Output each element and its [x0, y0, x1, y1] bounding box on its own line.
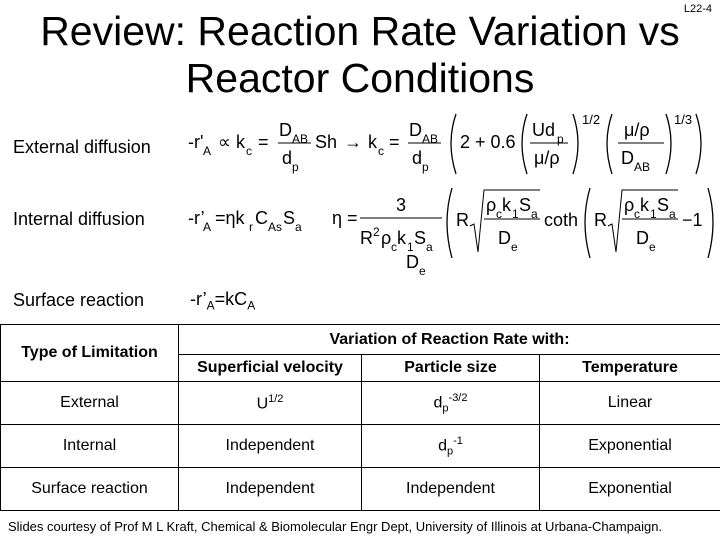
svg-text:1: 1: [650, 207, 657, 221]
type-of-limitation-header: Type of Limitation: [1, 325, 179, 382]
svg-text:p: p: [422, 160, 429, 174]
svg-text:-r': -r': [188, 132, 204, 152]
table-row: [1, 425, 720, 468]
table-row: [1, 468, 720, 511]
svg-text:A: A: [203, 220, 212, 234]
svg-text:k: k: [640, 195, 649, 215]
external-diffusion-label: External diffusion: [13, 137, 151, 157]
size-base: d: [433, 394, 443, 412]
svg-text:D: D: [636, 228, 649, 248]
svg-text:R: R: [456, 210, 469, 230]
svg-text:a: a: [531, 207, 538, 221]
svg-text:1/2: 1/2: [582, 112, 601, 127]
svg-text:ρ: ρ: [486, 195, 497, 215]
surface-eq-rhs-subscript: A: [247, 298, 256, 313]
svg-text:c: c: [246, 144, 252, 158]
size-exponent: -3/2: [448, 391, 468, 404]
svg-text:p: p: [292, 160, 299, 174]
velocity-exponent: 1/2: [268, 392, 284, 405]
temperature-cell: Exponential: [540, 425, 720, 468]
velocity-cell: [179, 382, 362, 425]
svg-text:c: c: [391, 240, 397, 254]
surface-reaction-label: Surface reaction: [13, 290, 145, 310]
surface-eq-lhs: -r’: [190, 289, 207, 309]
svg-text:2: 2: [373, 225, 380, 239]
size-base: d: [438, 437, 447, 455]
svg-text:=: =: [258, 132, 269, 152]
svg-text:R: R: [594, 210, 607, 230]
svg-text:D: D: [621, 148, 634, 168]
svg-text:D: D: [409, 120, 422, 140]
svg-text:k: k: [236, 132, 245, 152]
svg-text:→: →: [344, 132, 362, 152]
svg-text:d: d: [412, 148, 423, 168]
svg-text:k: k: [397, 228, 406, 248]
particle-size-cell: Independent: [362, 468, 540, 511]
velocity-cell: Independent: [179, 468, 362, 511]
external-diffusion-equation: [184, 108, 714, 180]
svg-text:μ/ρ: μ/ρ: [624, 120, 650, 140]
svg-text:D: D: [279, 120, 292, 140]
svg-text:AB: AB: [422, 132, 439, 146]
footer-credit: Slides courtesy of Prof M L Kraft, Chemical & Biomolecular Engr Dept, University of Illinois at Urbana-Champaign.: [8, 519, 663, 534]
velocity-cell: Independent: [179, 425, 362, 468]
svg-text:Sh: Sh: [315, 132, 338, 152]
svg-text:−1: −1: [682, 210, 703, 230]
svg-text:A: A: [203, 144, 212, 158]
svg-text:ρ: ρ: [624, 195, 635, 215]
limitation-type-cell: External: [1, 382, 179, 425]
limitation-type-cell: Surface reaction: [1, 468, 179, 511]
svg-text:R: R: [360, 228, 373, 248]
svg-text:a: a: [426, 240, 433, 254]
svg-text:c: c: [496, 207, 502, 221]
svg-text:a: a: [669, 207, 676, 221]
internal-diffusion-label: Internal diffusion: [13, 209, 145, 229]
svg-text:μ/ρ: μ/ρ: [534, 148, 560, 168]
particle-size-header: Particle size: [362, 355, 540, 382]
slide-title: Review: Reaction Rate Variation vs Reactor Conditions: [40, 8, 680, 101]
svg-text:r: r: [249, 220, 253, 234]
variation-group-header: Variation of Reaction Rate with:: [179, 325, 720, 355]
svg-text:c: c: [378, 144, 384, 158]
size-exponent: -1: [453, 434, 463, 447]
internal-diffusion-equation: [184, 186, 720, 276]
table-row: [1, 382, 720, 425]
svg-text:d: d: [282, 148, 293, 168]
limitation-type-cell: Internal: [1, 425, 179, 468]
svg-text:k: k: [502, 195, 511, 215]
svg-text:S: S: [657, 195, 670, 215]
temperature-header: Temperature: [540, 355, 720, 382]
svg-text:-r’: -r’: [188, 208, 205, 228]
svg-text:η =: η =: [332, 208, 358, 228]
svg-text:AB: AB: [292, 132, 309, 146]
svg-text:As: As: [268, 220, 283, 234]
surface-reaction-equation: [190, 289, 255, 313]
svg-text:e: e: [649, 240, 656, 254]
svg-text:Ud: Ud: [532, 120, 556, 140]
svg-text:1/3: 1/3: [674, 112, 693, 127]
svg-text:D: D: [498, 228, 511, 248]
svg-text:coth: coth: [544, 210, 579, 230]
rate-variation-table: [0, 324, 720, 511]
svg-text:D: D: [406, 252, 419, 272]
svg-text:S: S: [519, 195, 532, 215]
svg-text:e: e: [511, 240, 518, 254]
superficial-velocity-header: Superficial velocity: [179, 355, 362, 382]
svg-text:e: e: [419, 264, 426, 276]
svg-text:AB: AB: [634, 160, 651, 174]
svg-text:3: 3: [396, 195, 407, 215]
svg-text:∝: ∝: [218, 132, 231, 152]
temperature-cell: Linear: [540, 382, 720, 425]
svg-text:c: c: [634, 207, 640, 221]
particle-size-cell: [362, 425, 540, 468]
size-subscript: p: [447, 445, 454, 458]
svg-text:p: p: [557, 132, 564, 146]
particle-size-cell: [362, 382, 540, 425]
surface-eq-lhs-subscript: A: [206, 298, 215, 313]
svg-text:1: 1: [407, 240, 414, 254]
svg-text:1: 1: [512, 207, 519, 221]
velocity-base: U: [256, 395, 269, 413]
temperature-cell: Exponential: [540, 468, 720, 511]
svg-text:k: k: [368, 132, 377, 152]
svg-text:S: S: [283, 208, 296, 228]
svg-text:2 + 0.6: 2 + 0.6: [460, 132, 516, 152]
slide-number: L22-4: [683, 3, 712, 15]
svg-text:ρ: ρ: [381, 228, 392, 248]
svg-text:=: =: [389, 132, 400, 152]
size-subscript: p: [442, 402, 449, 415]
svg-text:C: C: [255, 208, 268, 228]
svg-text:S: S: [414, 228, 427, 248]
svg-text:a: a: [295, 220, 302, 234]
surface-eq-mid: =kC: [214, 289, 248, 309]
svg-text:=ηk: =ηk: [215, 208, 245, 228]
